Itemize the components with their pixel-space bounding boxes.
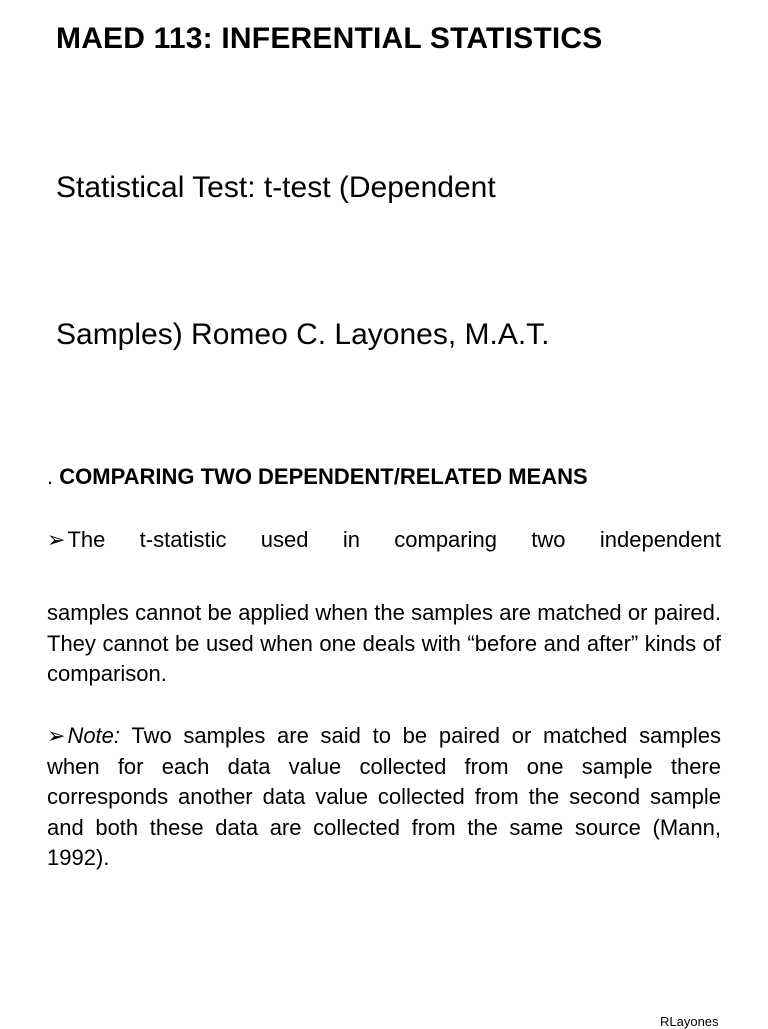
note-label: Note: xyxy=(67,723,121,748)
paragraph-1-body: samples cannot be applied when the samples are matched or paired. They cannot be used when one deals with “before and after” kinds of comparison. xyxy=(47,600,721,686)
section-prefix: . xyxy=(47,464,54,489)
bullet-arrow-icon: ➢ xyxy=(47,723,66,748)
section-heading xyxy=(47,464,588,490)
subtitle-line-2: Samples) Romeo C. Layones, M.A.T. xyxy=(56,318,550,351)
section-heading-text: COMPARING TWO DEPENDENT/RELATED MEANS xyxy=(59,464,588,489)
paragraph-1-first-line xyxy=(47,525,721,556)
paragraph-2-text: Two samples are said to be paired or matched samples when for each data value collected from one sample there corresponds another data value collected from the second sample and both these data are collected from the same source (Mann, 1992). xyxy=(47,723,721,870)
paragraph-1-first-line-text: The t-statistic used in comparing two independent xyxy=(67,527,721,552)
paragraph-2 xyxy=(47,721,721,874)
document-title: MAED 113: INFERENTIAL STATISTICS xyxy=(56,22,603,55)
footer-author: RLayones xyxy=(660,1014,719,1029)
bullet-arrow-icon: ➢ xyxy=(47,527,66,552)
subtitle-line-1: Statistical Test: t-test (Dependent xyxy=(56,171,496,204)
